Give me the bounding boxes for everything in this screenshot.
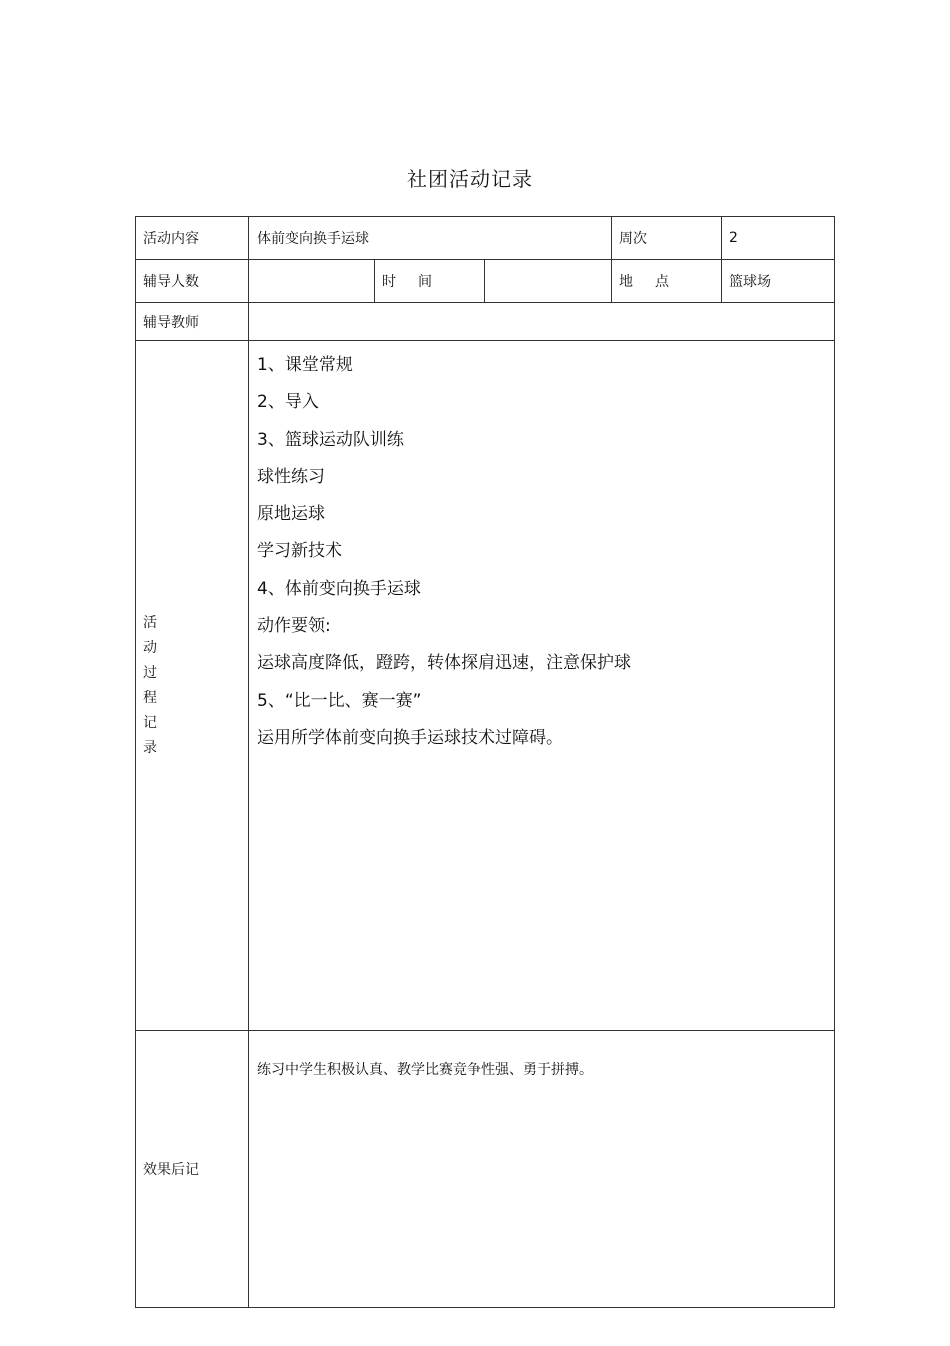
activity-process-content <box>249 341 835 1031</box>
process-line: 4、体前变向换手运球 <box>257 578 421 599</box>
activity-process-vertical-label <box>136 611 159 761</box>
row-tutor-teacher <box>136 303 835 341</box>
process-list <box>257 347 834 757</box>
activity-content-label: 活动内容 <box>136 217 249 260</box>
tutor-count-value <box>249 260 375 303</box>
process-line: 动作要领: <box>257 616 331 637</box>
time-value <box>485 260 612 303</box>
row-activity-process <box>136 341 835 1031</box>
process-line: 运球高度降低，蹬跨，转体探肩迅速，注意保护球 <box>257 653 631 674</box>
place-label-char-2: 点 <box>655 274 670 290</box>
process-line: 运用所学体前变向换手运球技术过障碍。 <box>257 727 563 748</box>
process-line: 原地运球 <box>257 504 325 525</box>
process-label-char: 程 <box>143 689 157 706</box>
process-line: 5、“比一比、赛一赛” <box>257 690 422 711</box>
activity-content-value: 体前变向换手运球 <box>249 217 612 260</box>
page-title: 社团活动记录 <box>407 167 533 191</box>
process-line: 1、课堂常规 <box>257 355 353 375</box>
effect-notes-label: 效果后记 <box>136 1031 249 1308</box>
tutor-count-label: 辅导人数 <box>136 260 249 303</box>
time-label <box>375 260 485 303</box>
process-label-char: 录 <box>143 739 157 756</box>
process-label-char: 记 <box>143 714 157 731</box>
activity-process-label <box>136 341 249 1031</box>
time-label-char-2: 间 <box>418 274 432 290</box>
process-line: 2、导入 <box>257 392 319 413</box>
place-value: 篮球场 <box>722 260 835 303</box>
row-effect-notes <box>136 1031 835 1308</box>
week-label: 周次 <box>612 217 722 260</box>
activity-record-table <box>135 216 835 1308</box>
process-label-char: 过 <box>143 664 157 681</box>
week-value: 2 <box>722 217 835 260</box>
process-label-char: 活 <box>143 614 157 631</box>
place-label-char-1: 地 <box>619 274 634 290</box>
process-label-char: 动 <box>143 639 157 656</box>
time-label-char-1: 时 <box>382 274 396 290</box>
row-activity-content <box>136 217 835 260</box>
process-line: 3、篮球运动队训练 <box>257 429 404 450</box>
effect-notes-content: 练习中学生积极认真、教学比赛竞争性强、勇于拼搏。 <box>249 1031 835 1308</box>
tutor-teacher-value <box>249 303 835 341</box>
tutor-teacher-label: 辅导教师 <box>136 303 249 341</box>
place-label <box>612 260 722 303</box>
row-tutor-count <box>136 260 835 303</box>
process-line: 学习新技术 <box>257 541 342 562</box>
process-line: 球性练习 <box>257 466 325 487</box>
